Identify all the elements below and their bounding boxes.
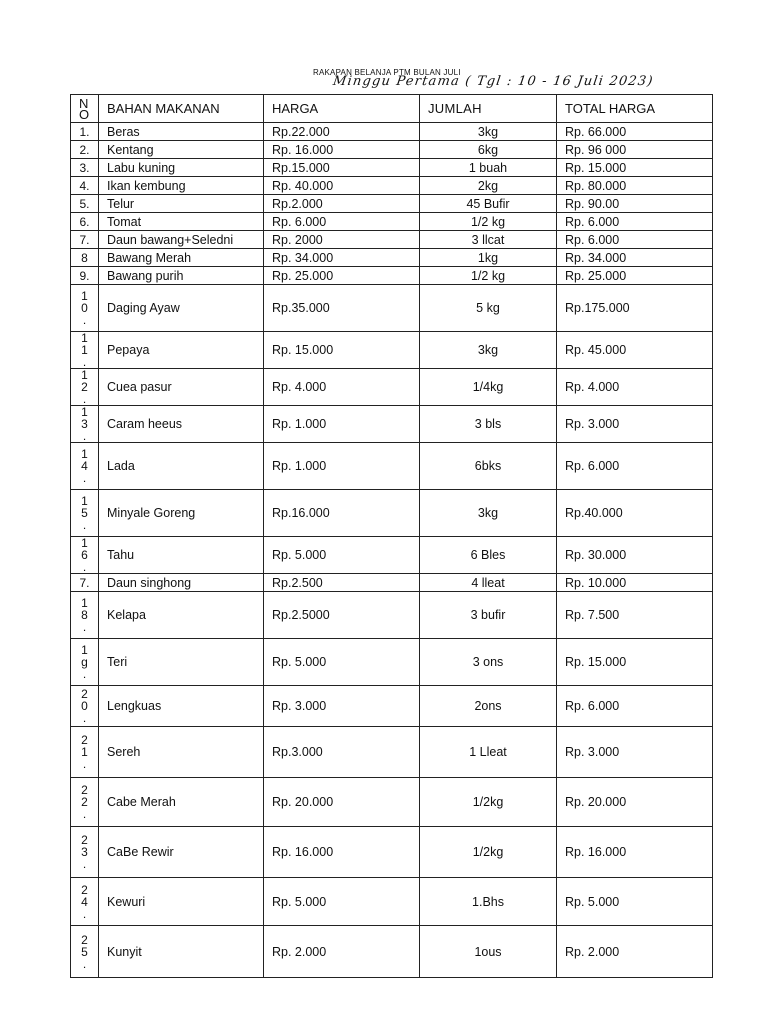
row-number — [71, 827, 99, 878]
row-total: Rp. 5.000 — [557, 878, 713, 926]
row-price: Rp.2.500 — [264, 574, 420, 592]
table-row — [71, 778, 713, 827]
header-qty: JUMLAH — [420, 95, 557, 123]
row-total: Rp. 80.000 — [557, 177, 713, 195]
row-item: Bawang purih — [99, 267, 264, 285]
row-qty: 3 ons — [420, 639, 557, 686]
table-row — [71, 878, 713, 926]
row-number: 1. — [71, 123, 99, 141]
row-number-char: 1 — [81, 343, 88, 357]
table-row — [71, 926, 713, 978]
row-total: Rp. 6.000 — [557, 686, 713, 727]
row-number-char: . — [82, 757, 87, 771]
row-number — [71, 686, 99, 727]
row-number: 9. — [71, 267, 99, 285]
row-price: Rp. 1.000 — [264, 406, 420, 443]
row-number: 5. — [71, 195, 99, 213]
row-price: Rp.35.000 — [264, 285, 420, 332]
row-number-char: 5 — [81, 506, 88, 520]
row-number: 2. — [71, 141, 99, 159]
row-number-char: . — [82, 560, 87, 574]
row-number-char: 5 — [81, 944, 88, 959]
table-row — [71, 727, 713, 778]
row-number-char: . — [82, 857, 87, 871]
table-row — [71, 195, 713, 213]
row-number-char: 6 — [81, 548, 88, 562]
row-total: Rp. 30.000 — [557, 537, 713, 574]
row-number: 3. — [71, 159, 99, 177]
row-number — [71, 369, 99, 406]
row-price: Rp. 5.000 — [264, 639, 420, 686]
table-header-row — [71, 95, 713, 123]
row-item: Lada — [99, 443, 264, 490]
row-number: 7. — [71, 574, 99, 592]
header-no-char: N — [79, 95, 89, 111]
table-row — [71, 827, 713, 878]
row-total: Rp. 4.000 — [557, 369, 713, 406]
row-total: Rp. 6.000 — [557, 213, 713, 231]
row-number-char: . — [82, 906, 87, 921]
row-number: 7. — [71, 231, 99, 249]
row-number-char: . — [82, 807, 87, 821]
row-item: Kunyit — [99, 926, 264, 978]
row-total: Rp. 16.000 — [557, 827, 713, 878]
document-subtitle: Minggu Pertama ( Tgl : 10 - 16 Juli 2023) — [331, 74, 655, 89]
row-item: Lengkuas — [99, 686, 264, 727]
row-item: Labu kuning — [99, 159, 264, 177]
row-number — [71, 332, 99, 369]
row-price: Rp. 40.000 — [264, 177, 420, 195]
row-number-char: . — [82, 392, 87, 406]
row-price: Rp. 2000 — [264, 231, 420, 249]
row-total: Rp. 45.000 — [557, 332, 713, 369]
table-body — [71, 123, 713, 978]
row-total: Rp. 3.000 — [557, 406, 713, 443]
row-item: Cabe Merah — [99, 778, 264, 827]
table-row — [71, 249, 713, 267]
shopping-table — [70, 94, 713, 978]
row-number-char: . — [82, 355, 87, 369]
row-total: Rp. 2.000 — [557, 926, 713, 978]
row-item: Minyale Goreng — [99, 490, 264, 537]
row-number-char: 0 — [81, 301, 88, 315]
row-number — [71, 639, 99, 686]
row-item: Tomat — [99, 213, 264, 231]
row-qty: 1kg — [420, 249, 557, 267]
row-number-char: g — [81, 655, 88, 669]
row-qty: 3 bls — [420, 406, 557, 443]
header-total: TOTAL HARGA — [557, 95, 713, 123]
row-number-char: 1 — [81, 331, 88, 345]
row-price: Rp. 16.000 — [264, 827, 420, 878]
row-price: Rp. 34.000 — [264, 249, 420, 267]
row-item: Sereh — [99, 727, 264, 778]
row-number-char: 1 — [81, 447, 88, 461]
row-price: Rp.2.5000 — [264, 592, 420, 639]
row-number-char: 1 — [81, 596, 88, 610]
row-total: Rp. 6.000 — [557, 231, 713, 249]
row-qty: 1 buah — [420, 159, 557, 177]
row-qty: 1/4kg — [420, 369, 557, 406]
row-price: Rp. 2.000 — [264, 926, 420, 978]
row-number-char: 2 — [81, 932, 88, 947]
row-number-char: 1 — [81, 643, 88, 657]
row-number — [71, 778, 99, 827]
row-total: Rp. 15.000 — [557, 159, 713, 177]
table-row — [71, 406, 713, 443]
row-number-char: . — [82, 711, 87, 725]
row-total: Rp. 90.00 — [557, 195, 713, 213]
row-qty: 1 Lleat — [420, 727, 557, 778]
table-row — [71, 177, 713, 195]
document-title: RAKAPAN BELANJA PTM BULAN JULI — [313, 68, 461, 77]
row-item: Pepaya — [99, 332, 264, 369]
row-number-char: 3 — [81, 417, 88, 431]
row-number-char: 2 — [81, 882, 88, 897]
row-number — [71, 406, 99, 443]
row-item: Beras — [99, 123, 264, 141]
table-row — [71, 123, 713, 141]
row-number-char: 2 — [81, 833, 88, 847]
row-qty: 3kg — [420, 123, 557, 141]
header-no — [71, 95, 99, 123]
row-item: Kewuri — [99, 878, 264, 926]
table-row — [71, 267, 713, 285]
row-item: Cuea pasur — [99, 369, 264, 406]
row-item: Kelapa — [99, 592, 264, 639]
row-total: Rp. 66.000 — [557, 123, 713, 141]
table-row — [71, 213, 713, 231]
table-row — [71, 592, 713, 639]
row-number-char: 1 — [81, 368, 88, 382]
row-number-char: 1 — [81, 745, 88, 759]
header-no-char: O — [79, 106, 90, 122]
row-number-char: 0 — [81, 699, 88, 713]
row-number — [71, 592, 99, 639]
row-qty: 2ons — [420, 686, 557, 727]
row-item: Kentang — [99, 141, 264, 159]
row-number: 8 — [71, 249, 99, 267]
row-total: Rp. 3.000 — [557, 727, 713, 778]
table-row — [71, 686, 713, 727]
row-number — [71, 537, 99, 574]
row-number — [71, 490, 99, 537]
row-price: Rp.15.000 — [264, 159, 420, 177]
row-qty: 4 lleat — [420, 574, 557, 592]
row-price: Rp. 5.000 — [264, 878, 420, 926]
table-row — [71, 332, 713, 369]
row-total: Rp.175.000 — [557, 285, 713, 332]
row-number-char: 1 — [81, 536, 88, 550]
row-total: Rp. 15.000 — [557, 639, 713, 686]
table-row — [71, 285, 713, 332]
row-qty: 45 Bufir — [420, 195, 557, 213]
row-number-char: 2 — [81, 783, 88, 797]
header-item: BAHAN MAKANAN — [99, 95, 264, 123]
row-qty: 3 llcat — [420, 231, 557, 249]
row-total: Rp. 6.000 — [557, 443, 713, 490]
row-total: Rp. 25.000 — [557, 267, 713, 285]
row-number-char: 1 — [81, 494, 88, 508]
row-number-char: . — [82, 667, 87, 681]
row-item: CaBe Rewir — [99, 827, 264, 878]
table-row — [71, 369, 713, 406]
row-qty: 3kg — [420, 490, 557, 537]
row-number: 4. — [71, 177, 99, 195]
row-price: Rp. 20.000 — [264, 778, 420, 827]
table-row — [71, 159, 713, 177]
row-item: Daun singhong — [99, 574, 264, 592]
row-number — [71, 926, 99, 978]
row-qty: 1/2 kg — [420, 213, 557, 231]
row-number-char: . — [82, 620, 87, 634]
row-qty: 6bks — [420, 443, 557, 490]
row-qty: 3 bufir — [420, 592, 557, 639]
row-qty: 1.Bhs — [420, 878, 557, 926]
row-qty: 5 kg — [420, 285, 557, 332]
row-item: Caram heeus — [99, 406, 264, 443]
row-number-char: . — [82, 471, 87, 485]
row-number: 6. — [71, 213, 99, 231]
row-price: Rp. 6.000 — [264, 213, 420, 231]
table-row — [71, 639, 713, 686]
row-number-char: 2 — [81, 687, 88, 701]
row-price: Rp. 4.000 — [264, 369, 420, 406]
row-number-char: 2 — [81, 380, 88, 394]
header-price: HARGA — [264, 95, 420, 123]
row-item: Ikan kembung — [99, 177, 264, 195]
row-price: Rp. 1.000 — [264, 443, 420, 490]
row-number-char: 2 — [81, 795, 88, 809]
row-number-char: 1 — [81, 405, 88, 419]
row-item: Teri — [99, 639, 264, 686]
row-qty: 1/2kg — [420, 827, 557, 878]
row-number — [71, 727, 99, 778]
table-row — [71, 574, 713, 592]
row-number-char: . — [82, 518, 87, 532]
table-row — [71, 537, 713, 574]
row-total: Rp.40.000 — [557, 490, 713, 537]
row-number-char: 1 — [81, 289, 88, 303]
row-number-char: . — [82, 313, 87, 327]
row-number — [71, 878, 99, 926]
row-number-char: 4 — [81, 894, 88, 909]
row-qty: 1ous — [420, 926, 557, 978]
row-item: Tahu — [99, 537, 264, 574]
row-item: Daging Ayaw — [99, 285, 264, 332]
row-number-char: 8 — [81, 608, 88, 622]
row-qty: 3kg — [420, 332, 557, 369]
row-number-char: . — [82, 429, 87, 443]
table-row — [71, 231, 713, 249]
row-price: Rp. 3.000 — [264, 686, 420, 727]
row-number-char: 2 — [81, 733, 88, 747]
row-number-char: . — [82, 956, 87, 971]
row-item: Daun bawang+Seledni — [99, 231, 264, 249]
row-price: Rp.3.000 — [264, 727, 420, 778]
row-price: Rp. 16.000 — [264, 141, 420, 159]
row-qty: 1/2kg — [420, 778, 557, 827]
row-price: Rp.22.000 — [264, 123, 420, 141]
row-number-char: 3 — [81, 845, 88, 859]
row-price: Rp. 5.000 — [264, 537, 420, 574]
row-number — [71, 443, 99, 490]
row-number — [71, 285, 99, 332]
row-qty: 1/2 kg — [420, 267, 557, 285]
row-item: Telur — [99, 195, 264, 213]
row-item: Bawang Merah — [99, 249, 264, 267]
row-total: Rp. 34.000 — [557, 249, 713, 267]
row-total: Rp. 10.000 — [557, 574, 713, 592]
row-price: Rp.2.000 — [264, 195, 420, 213]
table-row — [71, 141, 713, 159]
row-number-char: 4 — [81, 459, 88, 473]
row-price: Rp. 15.000 — [264, 332, 420, 369]
table-row — [71, 490, 713, 537]
table-row — [71, 443, 713, 490]
row-total: Rp. 96 000 — [557, 141, 713, 159]
row-qty: 6kg — [420, 141, 557, 159]
row-total: Rp. 7.500 — [557, 592, 713, 639]
row-price: Rp. 25.000 — [264, 267, 420, 285]
row-qty: 2kg — [420, 177, 557, 195]
row-qty: 6 Bles — [420, 537, 557, 574]
row-total: Rp. 20.000 — [557, 778, 713, 827]
row-price: Rp.16.000 — [264, 490, 420, 537]
